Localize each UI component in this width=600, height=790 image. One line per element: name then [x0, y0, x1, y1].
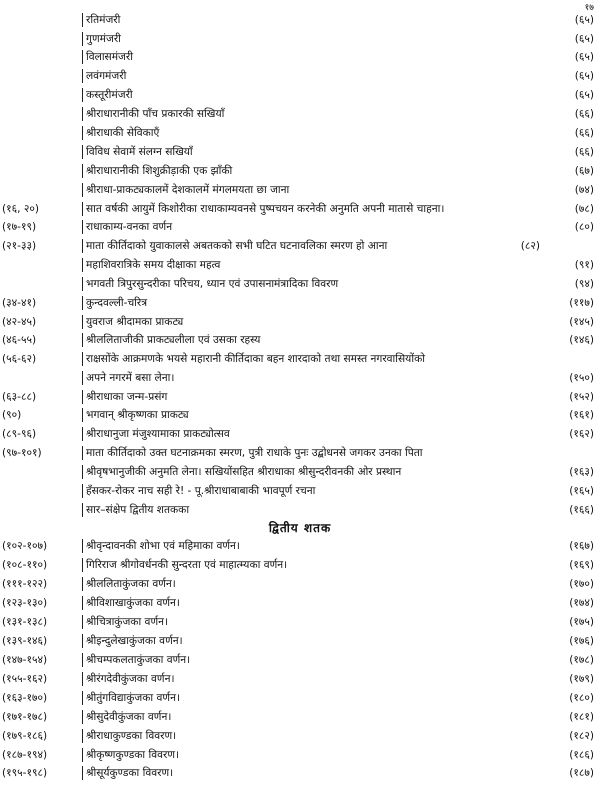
page-reference: (९१) [574, 259, 594, 271]
page-reference: (६७) [574, 165, 594, 177]
page-reference: (१७८) [569, 654, 594, 666]
page-reference: (१४६) [569, 334, 594, 346]
entry-title: महाशिवरात्रिके समय दीक्षाका महत्व [86, 259, 221, 271]
verse-range: (१६३-१७०) [2, 692, 48, 704]
entry-title: श्रीराधाकुण्डका विवरण। [86, 730, 177, 742]
entry-title: श्रीइन्दुलेखाकुंजका वर्णन। [86, 635, 183, 647]
page-reference: (६६) [574, 146, 594, 158]
column-rule [82, 277, 83, 291]
toc-entry [0, 444, 600, 462]
column-rule [82, 748, 83, 762]
verse-range: (९७-१०१) [2, 447, 42, 459]
page-reference: (८२) [520, 240, 540, 252]
page-reference: (६५) [574, 89, 594, 101]
column-rule [82, 503, 83, 517]
page-reference: (६६) [574, 108, 594, 120]
toc-entry [0, 30, 600, 48]
column-rule [82, 672, 83, 686]
column-rule [82, 13, 83, 27]
column-rule [82, 729, 83, 743]
entry-title: रतिमंजरी [86, 14, 121, 26]
verse-range: (१७९-१८६) [2, 730, 48, 742]
page-reference: (१६९) [569, 559, 594, 571]
entry-title: श्रीराधारानीकी शिशुक्रीड़ाकी एक झाँकी [86, 165, 233, 177]
toc-entry [0, 556, 600, 574]
verse-range: (१९५-१९८) [2, 767, 48, 779]
verse-range: (१३९-१४६) [2, 635, 48, 647]
column-rule [82, 408, 83, 422]
page-reference: (१७६) [569, 635, 594, 647]
toc-entry [0, 501, 600, 519]
section-heading: द्वितीय शतक [268, 521, 332, 535]
entry-title: श्रीवृषभानुजीकी अनुमति लेना। सखियोंसहित श्रीराधाका श्रीसुन्दरीवनकी ओर प्रस्थान [86, 466, 402, 478]
column-rule [82, 107, 83, 121]
toc-entry [0, 651, 600, 669]
entry-title: लवंगमंजरी [86, 70, 127, 82]
column-rule [82, 465, 83, 479]
toc-entry [0, 200, 600, 218]
page-reference: (१७९) [569, 673, 594, 685]
entry-title: सात वर्षकी आयुमें किशोरीका राधाकाम्यवनसे पुष्पचयन करनेकी अनुमति अपनी मातासे चाहना। [86, 203, 445, 215]
entry-title: गिरिराज श्रीगोवर्धनकी सुन्दरता एवं माहात्म्यका वर्णन। [86, 559, 288, 571]
column-rule [82, 239, 83, 253]
toc-entry [0, 11, 600, 29]
toc-entry [0, 369, 600, 387]
entry-title: श्रीरंगदेवीकुंजका वर्णन। [86, 673, 175, 685]
column-rule [82, 558, 83, 572]
toc-entry [0, 294, 600, 312]
entry-title: श्रीराधा-प्राकट्यकालमें देशकालमें मंगलमयता छा जाना [86, 184, 290, 196]
toc-entry [0, 575, 600, 593]
toc-entry [0, 331, 600, 349]
page-reference: (७८) [574, 203, 594, 215]
entry-title: श्रीसुदेवीकुंजका वर्णन। [86, 711, 172, 723]
toc-entry [0, 350, 600, 368]
toc-entry [0, 105, 600, 123]
toc-entry [0, 162, 600, 180]
entry-title: कुन्दवल्ली-चरित्र [86, 297, 148, 309]
verse-range: (५६-६२) [2, 353, 37, 365]
toc-entry [0, 86, 600, 104]
column-rule [82, 333, 83, 347]
toc-entry [0, 482, 600, 500]
entry-title: श्रीविशाखाकुंजका वर्णन। [86, 597, 180, 609]
toc-entry [0, 237, 600, 255]
column-rule [82, 296, 83, 310]
page-reference: (१६६) [569, 504, 594, 516]
verse-range: (४६-५५) [2, 334, 37, 346]
column-rule [82, 220, 83, 234]
column-rule [82, 258, 83, 272]
page-reference: (६५) [574, 51, 594, 63]
toc-entry [0, 48, 600, 66]
toc-entry [0, 727, 600, 745]
column-rule [82, 164, 83, 178]
page-reference: (१७०) [569, 578, 594, 590]
column-rule [82, 32, 83, 46]
column-rule [82, 596, 83, 610]
verse-range: (१४७-१५४) [2, 654, 48, 666]
column-rule [82, 183, 83, 197]
page-reference: (८०) [574, 221, 594, 233]
page-reference: (१८२) [569, 730, 594, 742]
toc-entry [0, 632, 600, 650]
toc-entry [0, 67, 600, 85]
toc-entry [0, 406, 600, 424]
column-rule [82, 577, 83, 591]
toc-entry [0, 708, 600, 726]
page-reference: (१६१) [569, 409, 594, 421]
entry-title: विविध सेवामें संलग्न सखियाँ [86, 146, 193, 158]
column-rule [82, 371, 83, 385]
page-reference: (१६७) [569, 540, 594, 552]
entry-title: श्रीसूर्यकुण्डका विवरण। [86, 767, 174, 779]
column-rule [82, 634, 83, 648]
entry-title: श्रीराधानुजा मंजुश्यामाका प्राकट्योत्सव [86, 428, 230, 440]
entry-title: श्रीकृष्णकुण्डका विवरण। [86, 749, 180, 761]
toc-entry [0, 425, 600, 443]
page-reference: (११७) [569, 297, 594, 309]
column-rule [82, 202, 83, 216]
column-rule [82, 50, 83, 64]
verse-range: (४२-४५) [2, 316, 37, 328]
entry-title: माता कीर्तिदाको उक्त घटनाक्रमका स्मरण, पुत्री राधाके पुनः उद्बोधनसे जगकर उनका पिता [86, 447, 423, 459]
toc-entry [0, 764, 600, 782]
column-rule [82, 145, 83, 159]
column-rule [82, 710, 83, 724]
entry-title: विलासमंजरी [86, 51, 133, 63]
entry-title: भगवान् श्रीकृष्णका प्राकट्य [86, 409, 189, 421]
toc-entry [0, 388, 600, 406]
verse-range: (२१-३३) [2, 240, 37, 252]
toc-entry [0, 256, 600, 274]
column-rule [82, 766, 83, 780]
verse-range: (१६, २०) [2, 203, 40, 215]
page-reference: (१८०) [569, 692, 594, 704]
verse-range: (६३-८८) [2, 391, 37, 403]
column-rule [82, 539, 83, 553]
toc-entry [0, 463, 600, 481]
verse-range: (१०२-१०७) [2, 540, 48, 552]
verse-range: (१३१-१३८) [2, 616, 48, 628]
entry-title: श्रीललिताकुंजका वर्णन। [86, 578, 176, 590]
column-rule [82, 69, 83, 83]
entry-title: गुणमंजरी [86, 33, 121, 45]
verse-range: (३४-४१) [2, 297, 37, 309]
verse-range: (१५५-१६२) [2, 673, 48, 685]
entry-title: श्रीललिताजीकी प्राकट्यलीला एवं उसका रहस्य [86, 334, 261, 346]
entry-title: श्रीचित्राकुंजका वर्णन। [86, 616, 168, 628]
page-reference: (१५२) [569, 391, 594, 403]
page-reference: (१८१) [569, 711, 594, 723]
toc-entry [0, 537, 600, 555]
verse-range: (९०) [2, 409, 22, 421]
page-reference: (१८७) [569, 767, 594, 779]
toc-entry [0, 218, 600, 236]
entry-title: श्रीराधाका जन्म-प्रसंग [86, 391, 168, 403]
column-rule [82, 390, 83, 404]
entry-title: भगवती त्रिपुरसुन्दरीका परिचय, ध्यान एवं उपासनामंत्रादिका विवरण [86, 278, 339, 290]
toc-entry [0, 124, 600, 142]
toc-entry [0, 613, 600, 631]
page-reference: (१६५) [569, 485, 594, 497]
page-reference: (६५) [574, 14, 594, 26]
toc-entry [0, 181, 600, 199]
entry-title: श्रीराधारानीकी पाँच प्रकारकी सखियाँ [86, 108, 225, 120]
entry-title: युवराज श्रीदामका प्राकट्य [86, 316, 184, 328]
toc-entry [0, 689, 600, 707]
toc-entry [0, 275, 600, 293]
column-rule [82, 446, 83, 460]
entry-title: श्रीचम्पकलताकुंजका वर्णन। [86, 654, 191, 666]
entry-title: राक्षसोंके आक्रमणके भयसे महारानी कीर्तिदाका बहन शारदाको तथा समस्त नगरवासियोंको [86, 353, 425, 365]
page-reference: (१४५) [569, 316, 594, 328]
column-rule [82, 427, 83, 441]
toc-entry [0, 746, 600, 764]
entry-title: श्रीतुंगविद्याकुंजका वर्णन। [86, 692, 180, 704]
page-reference: (१७५) [569, 616, 594, 628]
page-reference: (१६३) [569, 466, 594, 478]
page-reference: (६५) [574, 33, 594, 45]
toc-entry [0, 670, 600, 688]
page-reference: (१८६) [569, 749, 594, 761]
verse-range: (८९-९६) [2, 428, 37, 440]
toc-entry [0, 594, 600, 612]
verse-range: (१७१-१७८) [2, 711, 48, 723]
column-rule [82, 653, 83, 667]
entry-title: कस्तूरीमंजरी [86, 89, 133, 101]
entry-title: श्रीराधाकी सेविकाएँ [86, 127, 160, 139]
entry-title: सार–संक्षेप द्वितीय शतकका [86, 504, 190, 516]
page-number-mark: १७ [584, 3, 594, 13]
page-reference: (१७४) [569, 597, 594, 609]
column-rule [82, 88, 83, 102]
verse-range: (१०८-११०) [2, 559, 48, 571]
page-reference: (६५) [574, 70, 594, 82]
verse-range: (१७-१९) [2, 221, 37, 233]
column-rule [82, 352, 83, 366]
page-reference: (१६२) [569, 428, 594, 440]
toc-entry [0, 143, 600, 161]
page-reference: (१५०) [569, 372, 594, 384]
verse-range: (१२३-१३०) [2, 597, 48, 609]
column-rule [82, 126, 83, 140]
column-rule [82, 691, 83, 705]
page-reference: (७४) [574, 184, 594, 196]
verse-range: (१८७-१९४) [2, 749, 48, 761]
page-reference: (६६) [574, 127, 594, 139]
toc-entry [0, 313, 600, 331]
entry-title: अपने नगरमें बसा लेना। [86, 372, 175, 384]
entry-title: हँसकर-रोकर नाच सही रे! - पू.श्रीराधाबाबाकी भावपूर्ण रचना [86, 485, 316, 497]
verse-range: (१११-१२२) [2, 578, 48, 590]
entry-title: श्रीवृन्दावनकी शोभा एवं महिमाका वर्णन। [86, 540, 240, 552]
column-rule [82, 615, 83, 629]
page-reference: (९४) [574, 278, 594, 290]
column-rule [82, 484, 83, 498]
column-rule [82, 315, 83, 329]
entry-title: राधाकाम्य-वनका वर्णन [86, 221, 173, 233]
entry-title: माता कीर्तिदाको युवाकालसे अबतकको सभी घटित घटनावलिका स्मरण हो आना [86, 240, 388, 252]
